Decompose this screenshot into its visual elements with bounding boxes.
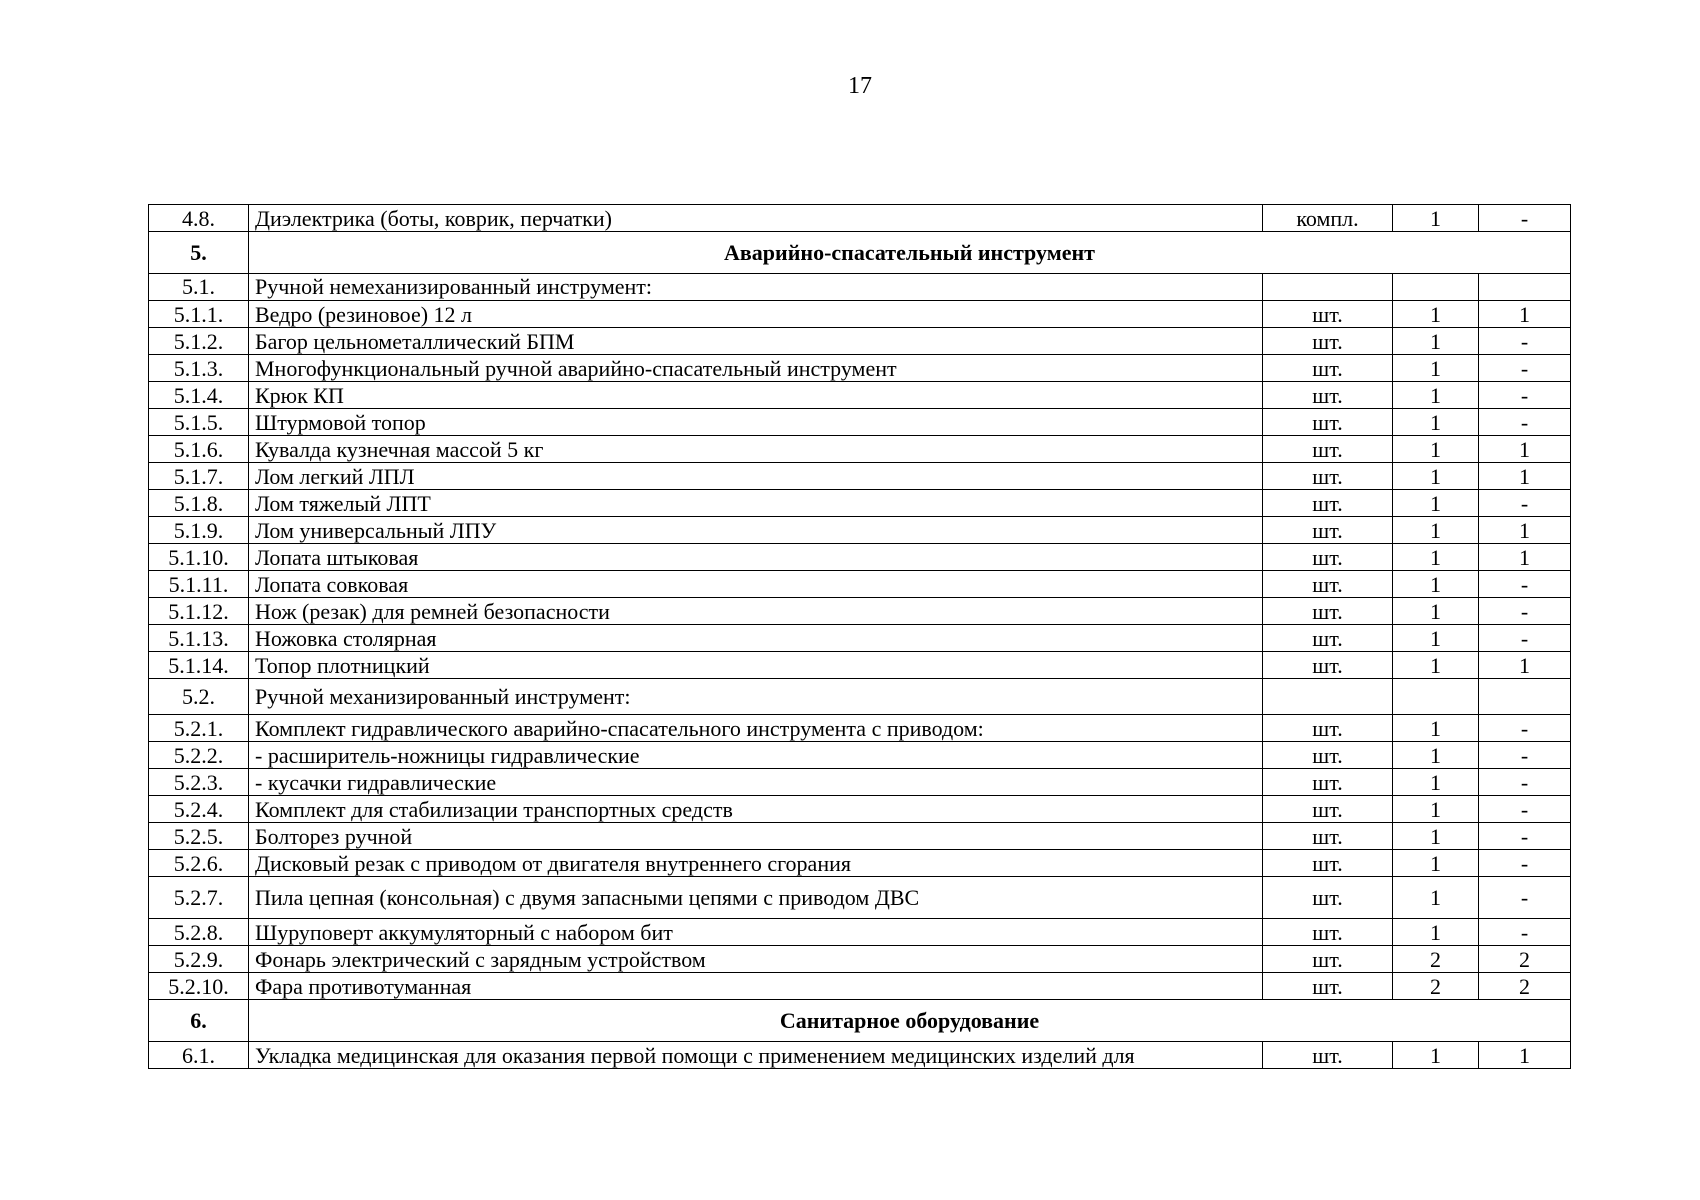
item-number: 5.1.2. bbox=[149, 328, 249, 355]
item-qty-2: 1 bbox=[1479, 301, 1571, 328]
item-number: 5.1.3. bbox=[149, 355, 249, 382]
section-row bbox=[149, 1000, 1571, 1042]
item-number: 5.1.9. bbox=[149, 517, 249, 544]
item-number: 5.2.2. bbox=[149, 742, 249, 769]
item-name: Топор плотницкий bbox=[249, 652, 1263, 679]
item-qty-2: - bbox=[1479, 715, 1571, 742]
item-number: 5.1.11. bbox=[149, 571, 249, 598]
item-name: Комплект для стабилизации транспортных средств bbox=[249, 796, 1263, 823]
item-number: 5.2.1. bbox=[149, 715, 249, 742]
table-row bbox=[149, 742, 1571, 769]
item-qty-1: 1 bbox=[1393, 436, 1479, 463]
item-qty-2: - bbox=[1479, 598, 1571, 625]
item-unit: шт. bbox=[1263, 409, 1393, 436]
item-name: Ручной механизированный инструмент: bbox=[249, 679, 1263, 715]
table-row bbox=[149, 625, 1571, 652]
item-qty-1: 1 bbox=[1393, 823, 1479, 850]
section-number: 5. bbox=[149, 232, 249, 274]
item-qty-1: 1 bbox=[1393, 205, 1479, 232]
item-qty-2: - bbox=[1479, 742, 1571, 769]
section-row bbox=[149, 232, 1571, 274]
item-name: Лопата штыковая bbox=[249, 544, 1263, 571]
item-qty-1: 1 bbox=[1393, 409, 1479, 436]
item-unit: шт. bbox=[1263, 796, 1393, 823]
item-number: 5.1.1. bbox=[149, 301, 249, 328]
item-number: 5.1. bbox=[149, 274, 249, 301]
table-row bbox=[149, 1042, 1571, 1069]
item-number: 5.1.13. bbox=[149, 625, 249, 652]
equipment-table bbox=[148, 204, 1571, 1069]
item-qty-2: 1 bbox=[1479, 652, 1571, 679]
item-unit: шт. bbox=[1263, 517, 1393, 544]
item-number: 4.8. bbox=[149, 205, 249, 232]
item-name: Комплект гидравлического аварийно-спасательного инструмента с приводом: bbox=[249, 715, 1263, 742]
item-unit: шт. bbox=[1263, 463, 1393, 490]
item-name: Фонарь электрический с зарядным устройством bbox=[249, 946, 1263, 973]
item-unit: шт. bbox=[1263, 877, 1393, 919]
item-qty-1: 1 bbox=[1393, 598, 1479, 625]
item-qty-2: - bbox=[1479, 796, 1571, 823]
item-qty-1: 1 bbox=[1393, 490, 1479, 517]
item-unit: шт. bbox=[1263, 625, 1393, 652]
table-row bbox=[149, 409, 1571, 436]
item-name: - кусачки гидравлические bbox=[249, 769, 1263, 796]
item-name: Лом легкий ЛПЛ bbox=[249, 463, 1263, 490]
item-qty-1: 1 bbox=[1393, 571, 1479, 598]
item-unit: шт. bbox=[1263, 742, 1393, 769]
item-unit: шт. bbox=[1263, 490, 1393, 517]
item-qty-2 bbox=[1479, 274, 1571, 301]
item-qty-1: 1 bbox=[1393, 1042, 1479, 1069]
item-unit bbox=[1263, 679, 1393, 715]
item-qty-2: 1 bbox=[1479, 517, 1571, 544]
item-qty-2: 1 bbox=[1479, 544, 1571, 571]
table-row bbox=[149, 973, 1571, 1000]
item-unit bbox=[1263, 274, 1393, 301]
item-unit: шт. bbox=[1263, 850, 1393, 877]
item-qty-2: - bbox=[1479, 328, 1571, 355]
item-qty-2: 1 bbox=[1479, 436, 1571, 463]
item-number: 5.2. bbox=[149, 679, 249, 715]
item-number: 5.2.10. bbox=[149, 973, 249, 1000]
item-qty-1: 1 bbox=[1393, 355, 1479, 382]
item-number: 5.1.4. bbox=[149, 382, 249, 409]
item-qty-1: 1 bbox=[1393, 382, 1479, 409]
item-qty-2: - bbox=[1479, 571, 1571, 598]
item-name: Крюк КП bbox=[249, 382, 1263, 409]
table-row bbox=[149, 544, 1571, 571]
item-name: Штурмовой топор bbox=[249, 409, 1263, 436]
item-name: Ручной немеханизированный инструмент: bbox=[249, 274, 1263, 301]
item-unit: компл. bbox=[1263, 205, 1393, 232]
item-unit: шт. bbox=[1263, 919, 1393, 946]
item-qty-1: 1 bbox=[1393, 769, 1479, 796]
item-name: Шуруповерт аккумуляторный с набором бит bbox=[249, 919, 1263, 946]
item-qty-1 bbox=[1393, 274, 1479, 301]
item-number: 5.2.3. bbox=[149, 769, 249, 796]
table-row bbox=[149, 679, 1571, 715]
item-name: Диэлектрика (боты, коврик, перчатки) bbox=[249, 205, 1263, 232]
item-qty-1: 1 bbox=[1393, 517, 1479, 544]
item-number: 5.1.6. bbox=[149, 436, 249, 463]
item-qty-2: - bbox=[1479, 409, 1571, 436]
item-name: Ведро (резиновое) 12 л bbox=[249, 301, 1263, 328]
item-qty-1: 1 bbox=[1393, 919, 1479, 946]
item-qty-1: 1 bbox=[1393, 796, 1479, 823]
table-row bbox=[149, 571, 1571, 598]
item-unit: шт. bbox=[1263, 544, 1393, 571]
table-row bbox=[149, 436, 1571, 463]
item-unit: шт. bbox=[1263, 436, 1393, 463]
table-row bbox=[149, 274, 1571, 301]
item-qty-1: 1 bbox=[1393, 652, 1479, 679]
item-qty-1: 1 bbox=[1393, 544, 1479, 571]
table-row bbox=[149, 301, 1571, 328]
item-qty-2: - bbox=[1479, 823, 1571, 850]
item-qty-1: 2 bbox=[1393, 946, 1479, 973]
item-name: Лопата совковая bbox=[249, 571, 1263, 598]
table-row bbox=[149, 598, 1571, 625]
item-qty-1: 1 bbox=[1393, 715, 1479, 742]
item-unit: шт. bbox=[1263, 328, 1393, 355]
section-title: Аварийно-спасательный инструмент bbox=[249, 232, 1571, 274]
item-qty-1: 1 bbox=[1393, 301, 1479, 328]
item-qty-1: 1 bbox=[1393, 463, 1479, 490]
item-number: 5.1.12. bbox=[149, 598, 249, 625]
item-qty-2: 1 bbox=[1479, 463, 1571, 490]
table-row bbox=[149, 877, 1571, 919]
item-number: 5.2.4. bbox=[149, 796, 249, 823]
item-number: 5.2.5. bbox=[149, 823, 249, 850]
item-qty-2: - bbox=[1479, 919, 1571, 946]
item-unit: шт. bbox=[1263, 946, 1393, 973]
item-unit: шт. bbox=[1263, 598, 1393, 625]
item-name: Болторез ручной bbox=[249, 823, 1263, 850]
table-row bbox=[149, 946, 1571, 973]
item-name: Укладка медицинская для оказания первой помощи с применением медицинских изделий для bbox=[249, 1042, 1263, 1069]
table-row bbox=[149, 355, 1571, 382]
item-qty-2: - bbox=[1479, 490, 1571, 517]
item-qty-2: - bbox=[1479, 355, 1571, 382]
item-qty-1 bbox=[1393, 679, 1479, 715]
item-unit: шт. bbox=[1263, 571, 1393, 598]
item-name: Фара противотуманная bbox=[249, 973, 1263, 1000]
item-name: Кувалда кузнечная массой 5 кг bbox=[249, 436, 1263, 463]
item-name: Многофункциональный ручной аварийно-спасательный инструмент bbox=[249, 355, 1263, 382]
item-number: 5.1.8. bbox=[149, 490, 249, 517]
item-name: Нож (резак) для ремней безопасности bbox=[249, 598, 1263, 625]
item-name: Пила цепная (консольная) с двумя запасными цепями с приводом ДВС bbox=[249, 877, 1263, 919]
item-qty-2: - bbox=[1479, 850, 1571, 877]
item-qty-2: 2 bbox=[1479, 973, 1571, 1000]
item-number: 5.2.9. bbox=[149, 946, 249, 973]
table-row bbox=[149, 490, 1571, 517]
section-number: 6. bbox=[149, 1000, 249, 1042]
table-row bbox=[149, 463, 1571, 490]
table-row bbox=[149, 715, 1571, 742]
item-name: - расширитель-ножницы гидравлические bbox=[249, 742, 1263, 769]
item-name: Лом тяжелый ЛПТ bbox=[249, 490, 1263, 517]
item-name: Ножовка столярная bbox=[249, 625, 1263, 652]
item-qty-1: 1 bbox=[1393, 877, 1479, 919]
item-name: Лом универсальный ЛПУ bbox=[249, 517, 1263, 544]
item-qty-1: 1 bbox=[1393, 625, 1479, 652]
table-row bbox=[149, 652, 1571, 679]
item-qty-1: 2 bbox=[1393, 973, 1479, 1000]
item-number: 5.2.8. bbox=[149, 919, 249, 946]
table-row bbox=[149, 823, 1571, 850]
table-row bbox=[149, 382, 1571, 409]
item-qty-1: 1 bbox=[1393, 742, 1479, 769]
table-row bbox=[149, 517, 1571, 544]
item-unit: шт. bbox=[1263, 301, 1393, 328]
item-qty-2: - bbox=[1479, 769, 1571, 796]
item-number: 5.1.14. bbox=[149, 652, 249, 679]
table-row bbox=[149, 205, 1571, 232]
item-number: 6.1. bbox=[149, 1042, 249, 1069]
item-number: 5.1.10. bbox=[149, 544, 249, 571]
item-unit: шт. bbox=[1263, 973, 1393, 1000]
table-row bbox=[149, 769, 1571, 796]
item-qty-2 bbox=[1479, 679, 1571, 715]
item-qty-2: 2 bbox=[1479, 946, 1571, 973]
item-qty-1: 1 bbox=[1393, 850, 1479, 877]
item-qty-2: 1 bbox=[1479, 1042, 1571, 1069]
page-number: 17 bbox=[848, 73, 872, 99]
item-qty-1: 1 bbox=[1393, 328, 1479, 355]
table-row bbox=[149, 850, 1571, 877]
item-name: Дисковый резак с приводом от двигателя внутреннего сгорания bbox=[249, 850, 1263, 877]
table-row bbox=[149, 328, 1571, 355]
item-number: 5.2.7. bbox=[149, 877, 249, 919]
table-row bbox=[149, 919, 1571, 946]
table-row bbox=[149, 796, 1571, 823]
item-number: 5.1.5. bbox=[149, 409, 249, 436]
item-unit: шт. bbox=[1263, 382, 1393, 409]
item-unit: шт. bbox=[1263, 355, 1393, 382]
item-number: 5.1.7. bbox=[149, 463, 249, 490]
item-unit: шт. bbox=[1263, 1042, 1393, 1069]
item-qty-2: - bbox=[1479, 625, 1571, 652]
item-qty-2: - bbox=[1479, 205, 1571, 232]
section-title: Санитарное оборудование bbox=[249, 1000, 1571, 1042]
item-name: Багор цельнометаллический БПМ bbox=[249, 328, 1263, 355]
item-unit: шт. bbox=[1263, 715, 1393, 742]
item-unit: шт. bbox=[1263, 823, 1393, 850]
item-qty-2: - bbox=[1479, 877, 1571, 919]
item-unit: шт. bbox=[1263, 652, 1393, 679]
item-qty-2: - bbox=[1479, 382, 1571, 409]
item-number: 5.2.6. bbox=[149, 850, 249, 877]
item-unit: шт. bbox=[1263, 769, 1393, 796]
